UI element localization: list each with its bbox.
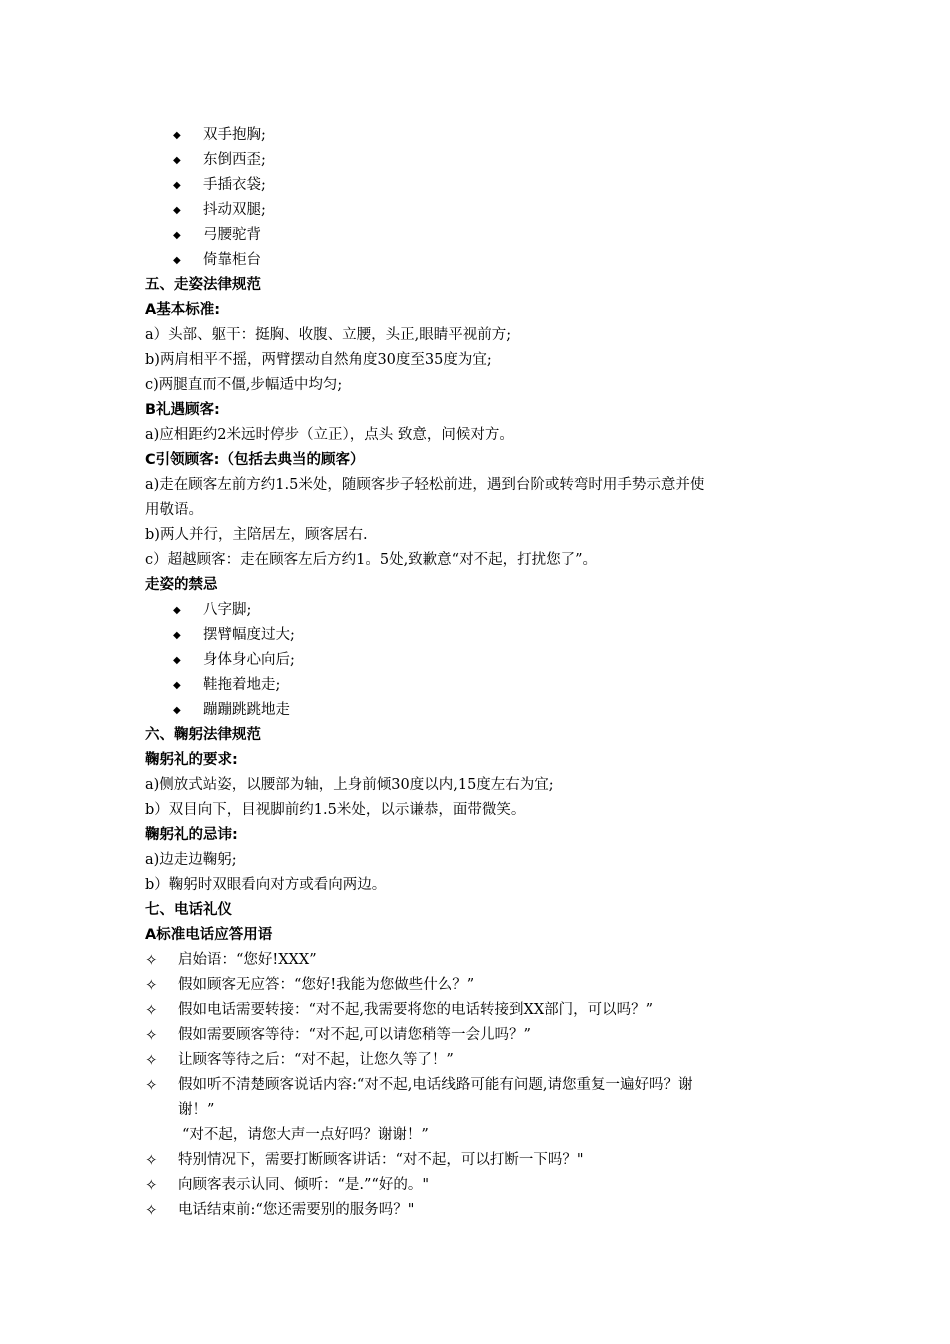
diamond-bullet-icon: ◆	[173, 230, 181, 241]
sparkle-bullet-icon: ✧	[145, 951, 158, 969]
subsection-title: 鞠躬礼的忌讳:	[145, 827, 238, 843]
subsection-title: B礼遇顾客:	[145, 402, 220, 418]
subsection-title: C引领顾客:（包括去典当的顾客）	[145, 452, 365, 468]
list-item: ◆ 弓腰驼背	[145, 223, 815, 248]
sparkle-bullet-icon: ✧	[145, 1176, 158, 1194]
list-item: ✧ 启始语：“您好!XXX”	[145, 948, 815, 973]
list-item: ◆ 摆臂幅度过大;	[145, 623, 815, 648]
subsection-title: 鞠躬礼的要求:	[145, 752, 238, 768]
list-item: ✧ 让顾客等待之后：“对不起，让您久等了！”	[145, 1048, 815, 1073]
diamond-bullet-icon: ◆	[173, 630, 181, 641]
list-item: ◆ 倚靠柜台	[145, 248, 815, 273]
paragraph-line: a)边走边鞠躬;	[145, 852, 237, 868]
list-item: ◆ 身体身心向后;	[145, 648, 815, 673]
subsection-title: A标准电话应答用语	[145, 927, 273, 943]
list-item: ◆ 双手抱胸;	[145, 123, 815, 148]
list-item: ◆ 抖动双腿;	[145, 198, 815, 223]
list-item: ✧ 假如听不清楚顾客说话内容:“对不起,电话线路可能有问题,请您重复一遍好吗？谢	[145, 1073, 815, 1098]
paragraph-line: a)走在顾客左前方约1.5米处，随顾客步子轻松前进，遇到台阶或转弯时用手势示意并使	[145, 477, 705, 493]
paragraph-line: b)两肩相平不摇，两臂摆动自然角度30度至35度为宜;	[145, 352, 492, 368]
sparkle-bullet-icon: ✧	[145, 1051, 158, 1069]
list-item: ✧ 假如顾客无应答：“您好!我能为您做些什么？”	[145, 973, 815, 998]
section-heading: 六、鞠躬法律规范	[145, 727, 261, 743]
diamond-bullet-icon: ◆	[173, 205, 181, 216]
section-heading: 五、走姿法律规范	[145, 277, 261, 293]
diamond-bullet-icon: ◆	[173, 680, 181, 691]
list-item: ◆ 八字脚;	[145, 598, 815, 623]
paragraph-line: a)侧放式站姿，以腰部为轴，上身前倾30度以内,15度左右为宜;	[145, 777, 554, 793]
list-item: ✧ 特别情况下，需要打断顾客讲话：“对不起，可以打断一下吗？"	[145, 1148, 815, 1173]
list-item: ✧ 电话结束前:“您还需要别的服务吗？"	[145, 1198, 815, 1223]
sparkle-bullet-icon: ✧	[145, 1151, 158, 1169]
sparkle-bullet-icon: ✧	[145, 1001, 158, 1019]
subsection-title: 走姿的禁忌	[145, 577, 218, 593]
diamond-bullet-icon: ◆	[173, 255, 181, 266]
paragraph-line: b)两人并行，主陪居左，顾客居右.	[145, 527, 368, 543]
list-item: ✧ 假如需要顾客等待：“对不起,可以请您稍等一会儿吗？”	[145, 1023, 815, 1048]
paragraph-line: 谢！”	[178, 1102, 215, 1118]
paragraph-line: c)两腿直而不僵,步幅适中均匀;	[145, 377, 343, 393]
list-item: ✧ 向顾客表示认同、倾听：“是.”“好的。"	[145, 1173, 815, 1198]
diamond-bullet-icon: ◆	[173, 655, 181, 666]
section-heading: 七、电话礼仪	[145, 902, 232, 918]
paragraph-line: a）头部、躯干：挺胸、收腹、立腰，头正,眼睛平视前方;	[145, 327, 512, 343]
paragraph-line: b）鞠躬时双眼看向对方或看向两边。	[145, 877, 387, 893]
paragraph-line: “对不起，请您大声一点好吗？谢谢！”	[182, 1127, 429, 1143]
document-content	[145, 123, 815, 1223]
paragraph-line: c）超越顾客：走在顾客左后方约1。5处,致歉意“对不起，打扰您了”。	[145, 552, 598, 568]
diamond-bullet-icon: ◆	[173, 605, 181, 616]
list-item: ◆ 鞋拖着地走;	[145, 673, 815, 698]
diamond-bullet-icon: ◆	[173, 155, 181, 166]
sparkle-bullet-icon: ✧	[145, 1026, 158, 1044]
list-item: ✧ 假如电话需要转接：“对不起,我需要将您的电话转接到XX部门，可以吗？”	[145, 998, 815, 1023]
diamond-bullet-icon: ◆	[173, 130, 181, 141]
sparkle-bullet-icon: ✧	[145, 1201, 158, 1219]
list-item: ◆ 手插衣袋;	[145, 173, 815, 198]
subsection-title: A基本标准:	[145, 302, 221, 318]
sparkle-bullet-icon: ✧	[145, 976, 158, 994]
sparkle-bullet-icon: ✧	[145, 1076, 158, 1094]
paragraph-line: b）双目向下，目视脚前约1.5米处，以示谦恭，面带微笑。	[145, 802, 526, 818]
paragraph-line: 用敬语。	[145, 502, 203, 518]
diamond-bullet-icon: ◆	[173, 705, 181, 716]
diamond-bullet-icon: ◆	[173, 180, 181, 191]
list-item: ◆ 东倒西歪;	[145, 148, 815, 173]
paragraph-line: a)应相距约2米远时停步（立正），点头 致意，问候对方。	[145, 427, 514, 443]
list-item: ◆ 蹦蹦跳跳地走	[145, 698, 815, 723]
